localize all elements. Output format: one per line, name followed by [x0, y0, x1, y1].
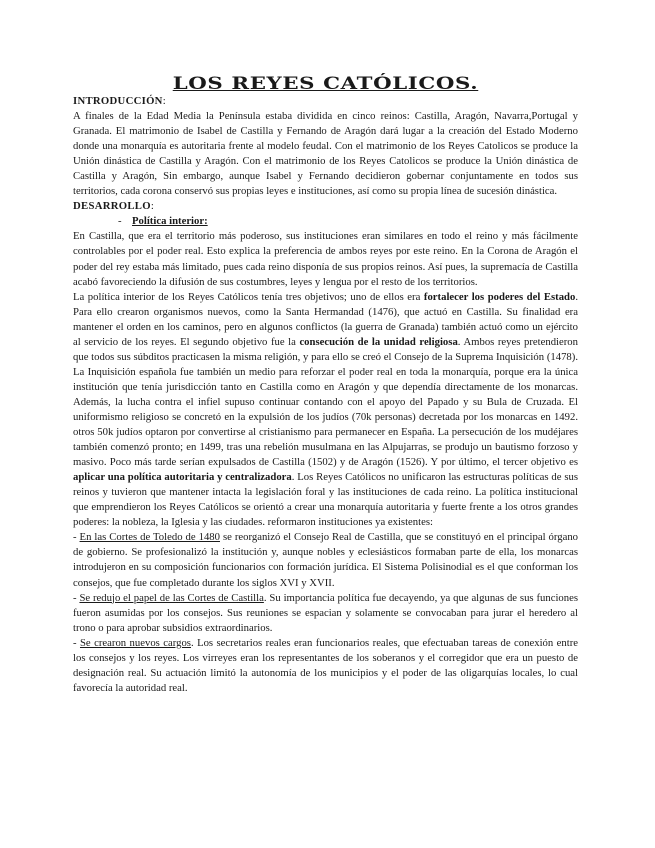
intro-heading-colon: :	[162, 95, 166, 107]
list-item	[73, 530, 578, 590]
item-dash: -	[73, 531, 80, 544]
objetivo-fortalecer: fortalecer los poderes del Estado	[423, 290, 576, 303]
item-dash: -	[73, 636, 80, 649]
item-cortes-castilla: Se redujo el papel de las Cortes de Castilla	[79, 591, 264, 604]
objetivo-politica-autoritaria: aplicar una política autoritaria y centralizadora	[73, 471, 292, 484]
item-dash: -	[73, 591, 80, 604]
intro-heading: INTRODUCCIÓN	[73, 95, 163, 107]
document-body	[73, 94, 578, 696]
item-cortes-toledo-text: se reorganizó el Consejo Real de Castilla, que se constituyó en el principal órgano de gobierno. Se profesionalizó la institución y, aunque nobles y eclesiásticos formaban parte de ella, los monarcas introdujeron en su composición funcionarios con formación jurídica. El Sistema Polisinodial es el que conforman los consejos, que fue completado durante los siglos XVI y XVII.	[73, 531, 579, 589]
subheading-line	[73, 214, 578, 229]
list-item	[73, 591, 578, 636]
item-cortes-castilla-text: . Su importancia política fue decayendo, ya que algunas de sus funciones fueron asumidas por los consejos. Sus reuniones se espacian y solamente se convocaban para jurar el heredero al trono o para aprobar subsidios extraordinarios.	[73, 591, 579, 634]
intro-paragraph: A finales de la Edad Media la Península estaba dividida en cinco reinos: Castilla, Aragón, Navarra,Portugal y Granada. El matrimonio de Isabel de Castilla y Fernando de Aragón dará lugar a la creación del Estado Moderno donde una monarquía es autoritaria frente al modelo feudal. Con el matrimonio de los Reyes Catolicos se produce la Unión dinástica de Castilla y Aragón. Con el matrimonio de los Reyes Catolicos se produce la Unión dinástica de Castilla y Aragón, Sin embargo, aunque Isabel y Fernando decidieron gobernar conjuntamente en todos sus territorios, cada corona conservó sus propias leyes e instituciones, así como su propia línea de sucesión dinástica.	[73, 110, 578, 198]
paragraph-castilla: En Castilla, que era el territorio más poderoso, sus instituciones eran similares en todo el reino y más fácilmente controlables por el poder real. Esto explica la preferencia de ambos reyes por este reino. En la Corona de Aragón el poder del rey estaba más limitado, pues cada reino disponía de sus propios reinos. Así pues, la supremacía de Castilla acabó favoreciendo la difusión de sus costumbres, leyes y lengua por el resto de los territorios.	[73, 230, 578, 288]
desarrollo-heading-line	[73, 199, 578, 214]
objetivos-text-3: . Ambos reyes pretendieron que todos sus súbditos practicasen la misma religión, y para ello se creó el Consejo de la Suprema Inquisición (1478). La Inquisición española fue también un medio para reforzar el poder real en toda la monarquía, porque era la única institución que tenía jurisdicción tanto en Castilla como en Aragón y que dependía directamente de los monarcas. Además, la lucha contra el infiel supuso continuar contando con el apoyo del Papado y su Bula de Cruzada. El uniformismo religioso se concretó en la expulsión de los judíos (70k personas) decretada por los monarcas en 1492. otros 50k judíos optaron por convertirse al cristianismo para permanecer en España. La persecución de los mudéjares también comenzó pronto; en 1499, tras una rebelión musulmana en las Alpujarras, se produjo un bautismo forzoso y masivo. Poco más tarde serían expulsados de Castilla (1502) y de Aragón (1526). Y por último, el tercer objetivo es	[73, 335, 578, 469]
list-item	[73, 636, 578, 696]
desarrollo-heading: DESARROLLO	[73, 200, 151, 213]
objetivo-unidad-religiosa: consecución de la unidad religiosa	[299, 335, 458, 348]
objetivos-text-4: . Los Reyes Católicos no unificaron las estructuras políticas de sus reinos y tuvieron que mantener intacta la legislación foral y las instituciones de cada reino. La política institucional que emprendieron los Reyes Católicos se orientó a crear una monarquía autoritaria y fuerte frente a los otros grandes poderes: la nobleza, la Iglesia y las ciudades. reformaron instituciones ya existentes:	[73, 471, 578, 529]
page-title: LOS REYES CATÓLICOS.	[172, 74, 479, 94]
subheading-politica-interior: Política interior:	[132, 215, 208, 228]
objetivos-text-1: La política interior de los Reyes Católicos tenía tres objetivos; uno de ellos era	[73, 290, 424, 303]
intro-heading-line	[73, 94, 578, 109]
desarrollo-heading-colon: :	[150, 200, 154, 213]
paragraph-objetivos	[73, 290, 578, 531]
item-cortes-toledo: En las Cortes de Toledo de 1480	[79, 531, 220, 544]
item-nuevos-cargos-text: . Los secretarios reales eran funcionarios reales, que efectuaban tareas de conexión entre los consejos y los reyes. Los virreyes eran los representantes de los soberanos y el corregidor que era un puesto de designación real. Su actuación limitó la autonomía de los municipios y el poder de las oligarquías locales, lo cual favorecía la autoridad real.	[73, 636, 579, 694]
objetivos-text-2: . Para ello crearon organismos nuevos, como la Santa Hermandad (1476), que actuó en Castilla. Su finalidad era mantener el orden en los caminos, pero en algunos conflictos (la guerra de Granada) también actuó como un ejército al servicio de los reyes. El segundo objetivo fue la	[73, 290, 578, 348]
subheading-bullet: -	[118, 215, 122, 228]
item-nuevos-cargos: Se crearon nuevos cargos	[79, 636, 191, 649]
